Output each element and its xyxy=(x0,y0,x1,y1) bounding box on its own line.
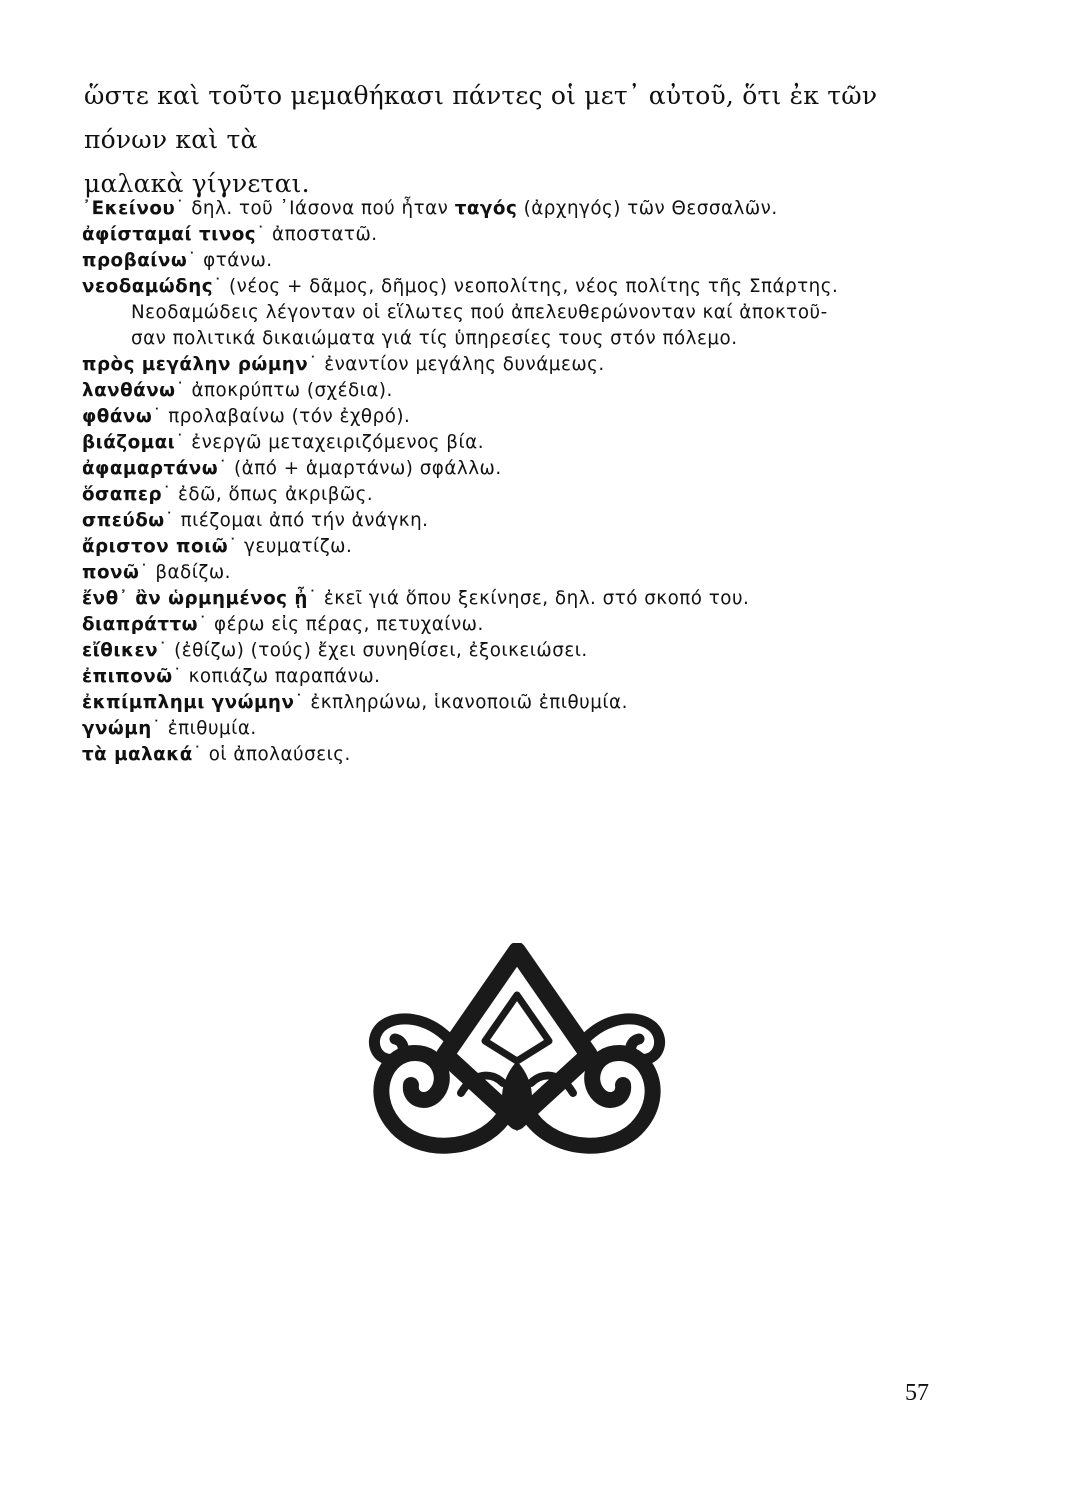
glossary-continuation: σαν πολιτικά δικαιώματα γιά τίς ὑπηρεσίες τους στόν πόλεμο. xyxy=(131,328,738,349)
separator: ˙ xyxy=(175,432,185,453)
separator: ˙ xyxy=(228,536,238,557)
glossary-term: ἀφίσταμαί τινος xyxy=(82,224,257,245)
separator: ˙ xyxy=(151,718,162,739)
glossary-definition: ἐκεῖ γιά ὅπου ξεκίνησε, δηλ. στό σκοπό του. xyxy=(323,588,750,609)
separator: ˙ xyxy=(308,354,318,375)
glossary-term: εἴθικεν xyxy=(82,640,159,661)
glossary-entry xyxy=(82,690,962,716)
glossary-entry xyxy=(82,222,962,248)
glossary-term: πονῶ xyxy=(82,562,140,583)
glossary-term: σπεύδω xyxy=(82,510,165,531)
glossary-term: ἐκπίμπλημι γνώμην xyxy=(82,692,295,713)
glossary-continuation: Νεοδαμώδεις λέγονταν οἱ εἵλωτες πού ἀπελευθερώνονταν καί ἀποκτοῦ- xyxy=(131,302,828,323)
glossary-entry xyxy=(82,482,962,508)
glossary-definition: φτάνω. xyxy=(203,250,273,271)
glossary-term: φθάνω xyxy=(82,406,153,427)
separator: ˙ xyxy=(192,744,203,765)
glossary-entry xyxy=(82,638,962,664)
glossary-definition: ἐπιθυμία. xyxy=(167,718,257,739)
separator: ˙ xyxy=(139,562,150,583)
glossary-entry xyxy=(82,742,962,768)
glossary-definition: (ἐθίζω) (τούς) ἔχει συνηθίσει, ἐξοικειώσει. xyxy=(174,640,588,661)
separator: ˙ xyxy=(213,276,223,297)
glossary-entry xyxy=(82,534,962,560)
glossary-term: ἔνθ᾽ ἂν ὡρμημένος ᾖ xyxy=(82,588,308,609)
glossary-definition: προλαβαίνω (τόν ἐχθρό). xyxy=(168,406,411,427)
glossary-list xyxy=(82,196,962,768)
glossary-entry xyxy=(82,560,962,586)
glossary-term: γνώμη xyxy=(82,718,152,739)
separator: ˙ xyxy=(172,666,183,687)
glossary-term: τὰ μαλακά xyxy=(82,744,193,765)
glossary-entry xyxy=(82,612,962,638)
intro-line: μαλακὰ γίγνεται. xyxy=(84,169,310,198)
glossary-entry xyxy=(82,430,962,456)
glossary-definition: κοπιάζω παραπάνω. xyxy=(188,666,381,687)
separator: ˙ xyxy=(198,614,208,635)
glossary-definition: ἐκπληρώνω, ἱκανοποιῶ ἐπιθυμία. xyxy=(310,692,628,713)
glossary-term: ἐπιπονῶ xyxy=(82,666,173,687)
glossary-definition: (ἀπό + ἁμαρτάνω) σφάλλω. xyxy=(234,458,502,479)
glossary-definition: φέρω εἰς πέρας, πετυχαίνω. xyxy=(214,614,484,635)
glossary-term: ᾽Εκείνου xyxy=(82,198,176,219)
scroll-ornament-icon xyxy=(357,943,677,1163)
separator: ˙ xyxy=(256,224,266,245)
glossary-definition: δηλ. τοῦ ᾽Ιάσονα πού ἦταν xyxy=(191,198,449,219)
glossary-entry xyxy=(82,378,962,404)
separator: ˙ xyxy=(187,250,197,271)
glossary-definition: ἀποστατῶ. xyxy=(272,224,378,245)
glossary-entry xyxy=(82,456,962,482)
glossary-term: διαπράττω xyxy=(82,614,199,635)
glossary-definition: ἐνεργῶ μεταχειριζόμενος βία. xyxy=(191,432,485,453)
intro-passage xyxy=(84,74,944,206)
separator: ˙ xyxy=(294,692,305,713)
glossary-entry xyxy=(82,664,962,690)
glossary-entry xyxy=(82,274,962,300)
separator: ˙ xyxy=(218,458,228,479)
glossary-entry xyxy=(82,586,962,612)
separator: ˙ xyxy=(162,484,172,505)
glossary-definition: (ἀρχηγός) τῶν Θεσσαλῶν. xyxy=(523,198,778,219)
glossary-entry xyxy=(82,716,962,742)
glossary-definition: γευματίζω. xyxy=(244,536,353,557)
glossary-definition: ἀποκρύπτω (σχέδια). xyxy=(191,380,393,401)
glossary-entry xyxy=(82,404,962,430)
glossary-term: λανθάνω xyxy=(82,380,176,401)
glossary-term: ὅσαπερ xyxy=(82,484,163,505)
glossary-entry xyxy=(82,352,962,378)
glossary-term: ἄριστον ποιῶ xyxy=(82,536,229,557)
glossary-term: νεοδαμώδης xyxy=(82,276,214,297)
intro-line: ὥστε καὶ τοῦτο μεμαθήκασι πάντες οἱ μετ᾽ αὐτοῦ, ὅτι ἐκ τῶν πόνων καὶ τὰ xyxy=(84,81,878,154)
glossary-entry xyxy=(82,508,962,534)
separator: ˙ xyxy=(164,510,175,531)
separator: ˙ xyxy=(175,380,186,401)
page-number: 57 xyxy=(905,1380,929,1406)
glossary-term: προβαίνω xyxy=(82,250,188,271)
glossary-definition: (νέος + δᾶμος, δῆμος) νεοπολίτης, νέος πολίτης τῆς Σπάρτης. xyxy=(229,276,839,297)
glossary-term: πρὸς μεγάλην ρώμην xyxy=(82,354,309,375)
glossary-term: βιάζομαι xyxy=(82,432,176,453)
glossary-entry xyxy=(82,196,962,222)
glossary-definition: οἱ ἀπολαύσεις. xyxy=(208,744,351,765)
separator: ˙ xyxy=(152,406,162,427)
glossary-term: ταγός xyxy=(454,198,518,219)
glossary-definition: βαδίζω. xyxy=(155,562,231,583)
separator: ˙ xyxy=(307,588,318,609)
glossary-term: ἀφαμαρτάνω xyxy=(82,458,219,479)
glossary-definition: ἐδῶ, ὅπως ἀκριβῶς. xyxy=(178,484,374,505)
separator: ˙ xyxy=(175,198,185,219)
glossary-entry xyxy=(82,248,962,274)
separator: ˙ xyxy=(158,640,168,661)
glossary-definition: πιέζομαι ἀπό τήν ἀνάγκη. xyxy=(180,510,429,531)
glossary-definition: ἐναντίον μεγάλης δυνάμεως. xyxy=(324,354,605,375)
